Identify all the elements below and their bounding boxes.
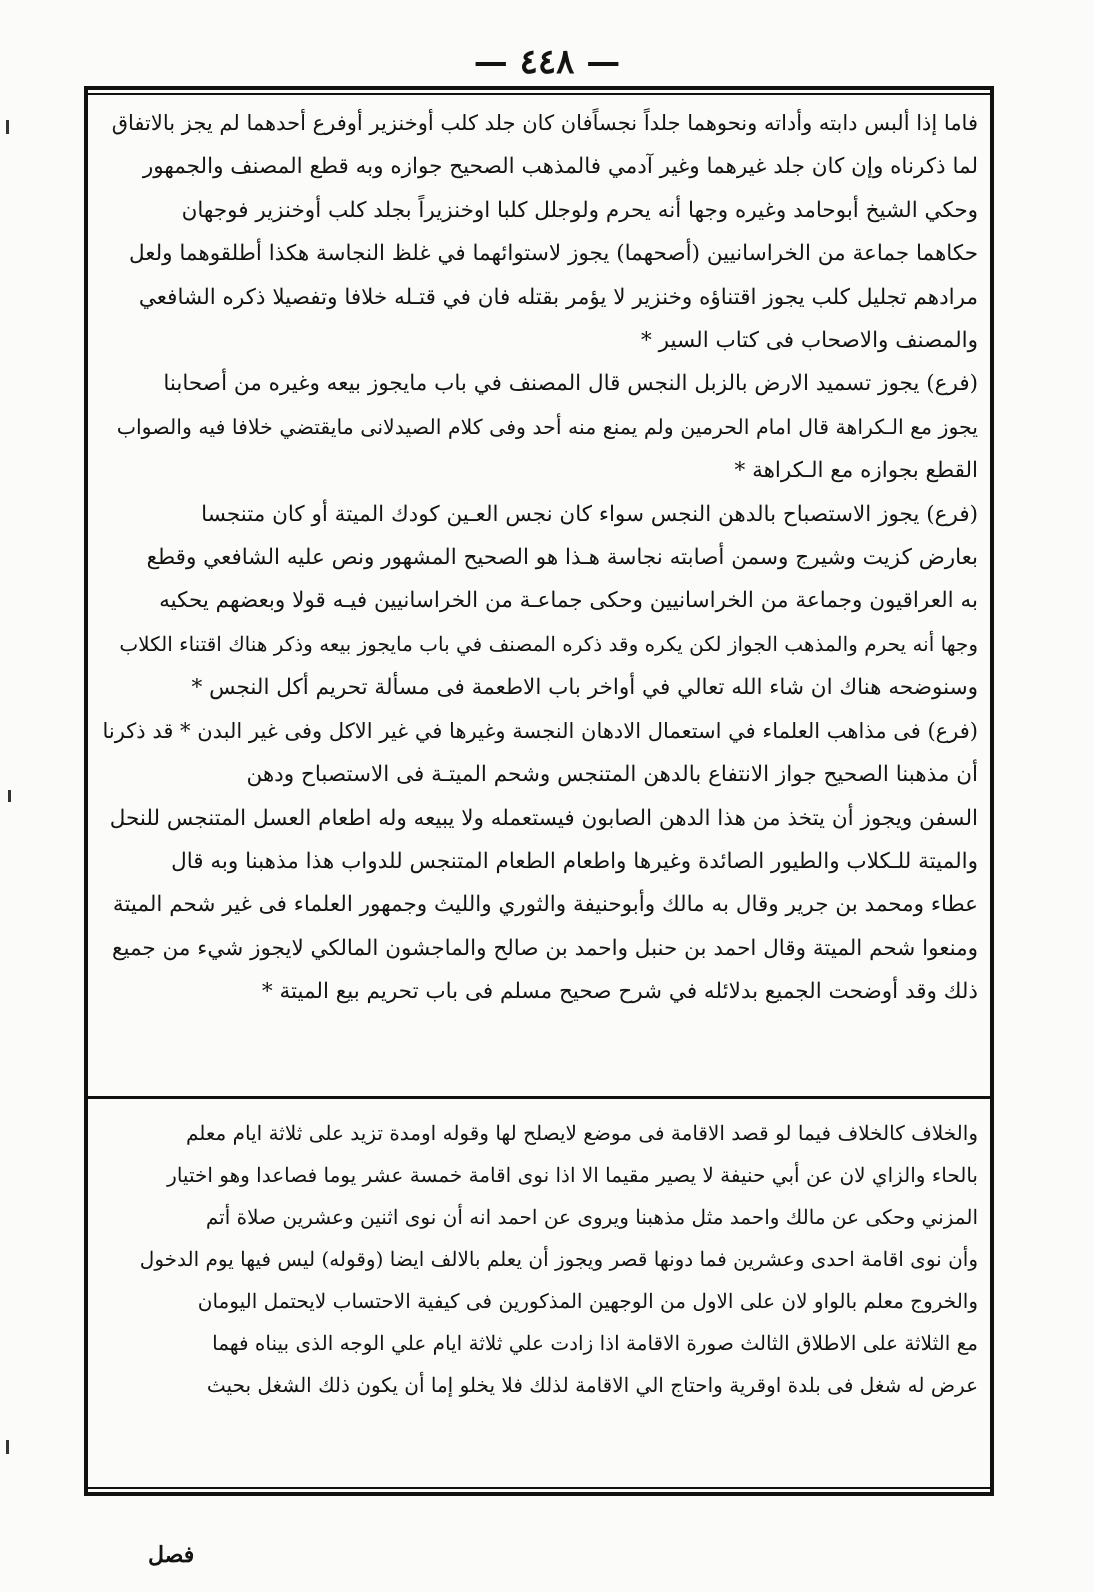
main-text-line: بعارض كزيت وشيرج وسمن أصابته نجاسة هـذا هو الصحيح المشهور ونص عليه الشافعي وقطع	[146, 545, 978, 571]
main-text-line: (فرع) فى مذاهب العلماء في استعمال الادهان النجسة وغيرها في غير الاكل وفى غير البدن * قد ذكرنا	[102, 718, 978, 743]
main-text-line: (فرع) يجوز تسميد الارض بالزبل النجس قال المصنف في باب مايجوز بيعه وغيره من أصحابنا	[163, 371, 978, 397]
main-text-block	[100, 102, 978, 1014]
main-text-line: حكاهما جماعة من الخراسانيين (أصحهما) يجوز لاستوائهما في غلظ النجاسة هكذا أطلقوهما ولعل	[128, 241, 978, 267]
top-border-rule	[84, 86, 994, 90]
main-text-line: والميتة للـكلاب والطيور الصائدة وغيرها واطعام الطعام المتنجس للدواب هذا مذهبنا وبه قال	[171, 848, 978, 874]
main-text-line: والمصنف والاصحاب فى كتاب السير *	[641, 328, 978, 354]
main-text-line: السفن ويجوز أن يتخذ من هذا الدهن الصابون فيستعمله ولا يبيعه وله اطعام العسل المتنجس للنحل	[109, 805, 978, 831]
footnote-text-line: مع الثلاثة على الاطلاق الثالث صورة الاقامة اذا زادت علي ثلاثة ايام علي الوجه الذى بيناه فهما	[212, 1331, 978, 1355]
left-border-rule	[84, 88, 88, 1492]
main-text-line: به العراقيون وجماعة من الخراسانيين وحكى جماعـة من الخراسانيين فيـه قولا وبعضهم يحكيه	[159, 588, 978, 614]
main-text-line: فاما إذا ألبس دابته وأداته ونحوهما جلداً نجساًفان كان جلد كلب أوخنزير أوفرع أحدهما لم يجز بالاتفاق	[111, 111, 978, 135]
page-number: — ٤٤٨ —	[473, 42, 621, 82]
main-text-line: وسنوضحه هناك ان شاء الله تعالي في أواخر باب الاطعمة فى مسألة تحريم أكل النجس *	[191, 675, 978, 701]
main-text-line: القطع بجوازه مع الـكراهة *	[734, 458, 978, 484]
top-border-rule-thin	[84, 93, 994, 95]
footnote-text-line: والخلاف كالخلاف فيما لو قصد الاقامة فى موضع لايصلح لها وقوله اومدة تزيد على ثلاثة ايام معلم	[185, 1121, 978, 1145]
main-text-line: أن مذهبنا الصحيح جواز الانتفاع بالدهن المتنجس وشحم الميتـة فى الاستصباح ودهن	[246, 762, 978, 788]
bottom-border-rule	[84, 1492, 994, 1496]
footnote-text-line: المزني وحكى عن مالك واحمد مثل مذهبنا ويروى عن احمد انه أن نوى اثنين وعشرين صلاة أتم	[205, 1205, 978, 1229]
footnote-text-block	[100, 1112, 978, 1406]
main-text-line: لما ذكرناه وإن كان جلد غيرهما وغير آدمي فالمذهب الصحيح جوازه وبه قطع المصنف والجمهور	[142, 154, 978, 180]
main-text-line: ومنعوا شحم الميتة وقال احمد بن حنبل واحمد بن صالح والماجشون المالكي لايجوز شيء من جميع	[112, 935, 978, 961]
footnote-separator	[84, 1096, 994, 1099]
footnote-text-line: وأن نوى اقامة احدى وعشرين فما دونها قصر ويجوز أن يعلم بالالف ايضا (وقوله) ليس فيها يوم الدخول	[139, 1247, 978, 1271]
main-text-line: ذلك وقد أوضحت الجميع بدلائله في شرح صحيح مسلم فى باب تحريم بيع الميتة *	[261, 979, 978, 1005]
scan-edge-mark	[6, 120, 9, 134]
main-text-line: (فرع) يجوز الاستصباح بالدهن النجس سواء كان نجس العـين كودك الميتة أو كان متنجسا	[201, 501, 978, 527]
main-text-line: يجوز مع الـكراهة قال امام الحرمين ولم يمنع منه أحد وفى كلام الصيدلانى مايقتضي خلافا فيه والصواب	[116, 414, 978, 439]
scan-edge-mark	[6, 1440, 9, 1454]
main-text-line: عطاء ومحمد بن جرير وقال به مالك وأبوحنيفة والثوري والليث وجمهور العلماء فى غير شحم الميتة	[112, 892, 978, 918]
catchword: فصل	[148, 1542, 195, 1568]
right-border-rule	[990, 88, 994, 1492]
scan-edge-mark	[8, 790, 11, 802]
footnote-text-line: والخروج معلم بالواو لان على الاول من الوجهين المذكورين فى كيفية الاحتساب لايحتمل اليومان	[197, 1289, 978, 1313]
footnote-text-line: بالحاء والزاي لان عن أبي حنيفة لا يصير مقيما الا اذا نوى اقامة خمسة عشر يوما فصاعدا وهو اختيار	[167, 1163, 978, 1187]
main-text-line: وجها أنه يحرم والمذهب الجواز لكن يكره وقد ذكره المصنف في باب مايجوز بيعه وذكر هناك اقتناء الكلاب	[119, 631, 978, 656]
footnote-text-line: عرض له شغل فى بلدة اوقرية واحتاج الي الاقامة لذلك فلا يخلو إما أن يكون ذلك الشغل بحيث	[206, 1373, 978, 1397]
main-text-line: مرادهم تجليل كلب يجوز اقتناؤه وخنزير لا يؤمر بقتله فان في قتـله خلافا وتفصيلا ذكره الشافعي	[138, 284, 978, 310]
bottom-border-rule-thin	[84, 1487, 994, 1489]
main-text-line: وحكي الشيخ أبوحامد وغيره وجها أنه يحرم ولوجلل كلبا اوخنزيراً بجلد كلب أوخنزير فوجهان	[181, 197, 978, 223]
